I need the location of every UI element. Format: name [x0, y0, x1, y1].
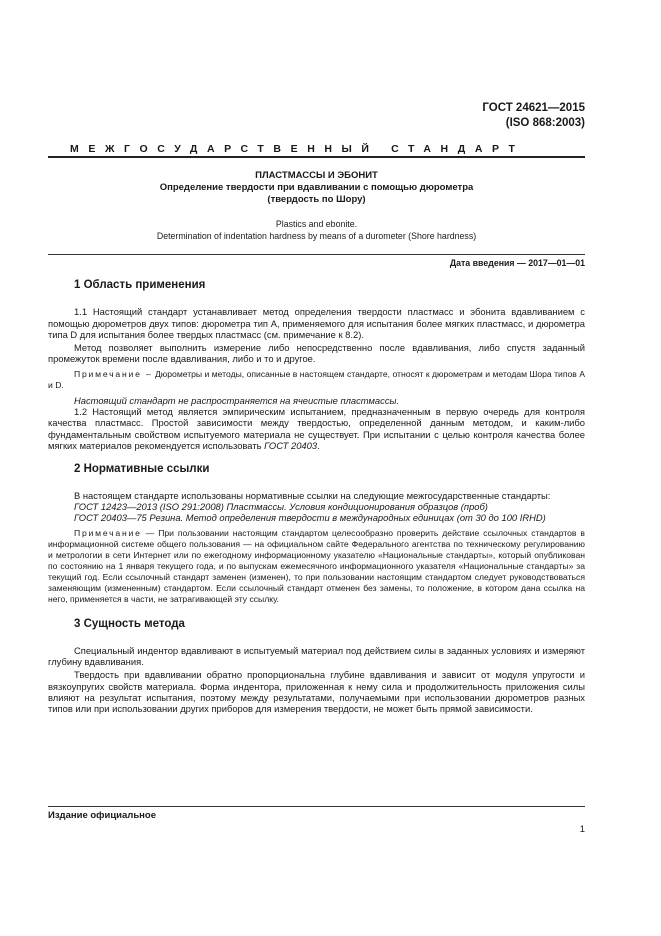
title-english-1: Plastics and ebonite.: [275, 219, 358, 229]
standard-designation: [482, 101, 585, 131]
footer-rule: [48, 806, 585, 807]
normative-reference-1: ГОСТ 12423—2013 (ISO 291:2008) Пластмассы. Условия кондиционирования образцов (проб): [74, 500, 488, 512]
section-1-note: [48, 369, 585, 391]
normative-reference-2: ГОСТ 20403—75 Резина. Метод определения твердости в международных единицах (от 30 до 100 IRHD): [74, 512, 546, 524]
section-1-scope-exclusion: Настоящий стандарт не распространяется на ячеистые пластмассы.: [74, 394, 400, 406]
paragraph-3-text: 1.2 Настоящий метод является эмпирическим испытанием, предназначенным в первую очередь для контроля качества пластмасс. Простой зависимости между твердостью, определенной данным методом, и каким-либо фундаментальным свойством испытуемого материала не существует. При испытании с целью контроля качества более мягких материалов рекомендуется использовать: [48, 406, 585, 451]
section-2-note: [48, 528, 585, 605]
paragraph-3-end: .: [317, 439, 320, 451]
gost-code: ГОСТ 24621—2015: [482, 102, 585, 114]
section-2-paragraph-1: В настоящем стандарте использованы нормативные ссылки на следующие межгосударственные стандарты:: [74, 489, 551, 501]
section-1-paragraph-2: Метод позволяет выполнить измерение либо непосредственно после вдавливания, либо спустя заданный промежуток времени после вдавливания, либо и то и другое.: [48, 342, 585, 365]
note-text: — При пользовании настоящим стандартом целесообразно проверить действие ссылочных стандартов в информационной системе общего пользования — на официальном сайте Федерального агентства по техническому регулированию и метрологии в сети Интернет или по ежегодному информационному указателю «Национальные стандарты», который опубликован по состоянию на 1 января текущего года, и по выпускам ежемесячного информационного указателя «Национальные стандарты» за текущий год. Если ссылочный стандарт заменен (изменен), то при пользовании настоящим стандартом следует руководствоваться заменяющим (измененным) стандартом. Если ссылочный стандарт отменен без замены, то положение, в котором дана ссылка на него, применяется в части, не затрагивающей эту ссылку.: [48, 528, 585, 605]
section-1-heading: 1 Область применения: [74, 279, 206, 291]
official-edition-label: Издание официальное: [48, 810, 156, 821]
section-3-heading: 3 Сущность метода: [74, 618, 185, 631]
note-label: Примечание: [74, 528, 142, 539]
title-english-2: Determination of indentation hardness by means of a durometer (Shore hardness): [156, 230, 477, 241]
iso-code: (ISO 868:2003): [505, 117, 585, 129]
note-label: Примечание –: [74, 368, 153, 379]
title-subtitle-1: Определение твердости при вдавливании с помощью дюрометра: [159, 182, 474, 193]
document-body: [48, 280, 585, 715]
title-subtitle-2: (твердость по Шору): [267, 194, 366, 205]
title-main: ПЛАСТМАССЫ И ЭБОНИТ: [255, 170, 378, 181]
introduction-date: Дата введения — 2017—01—01: [449, 258, 585, 268]
interstate-standard-banner: МЕЖГОСУДАРСТВЕННЫЙ СТАНДАРТ: [70, 143, 525, 155]
reference-gost-20403: ГОСТ 20403: [264, 439, 318, 451]
note-text: Дюрометры и методы, описанные в настоящем стандарте, относят к дюрометрам и методам Шора типов А и D.: [48, 368, 585, 390]
section-3-paragraph-2: Твердость при вдавливании обратно пропорциональна глубине вдавливания и зависит от модуля упругости и вязкоупругих свойств материала. Форма индентора, приложенная к нему сила и продолжительность приложения силы влияют на результат испытания, поэтому между результатами, получаемыми при использовании дюрометров разных типов или при использовании других приборов для измерения твердости, не может быть прямой зависимости.: [48, 669, 585, 715]
section-2-heading: 2 Нормативные ссылки: [74, 463, 210, 476]
page-number: 1: [579, 824, 585, 835]
section-1-paragraph-3: [48, 406, 585, 451]
header-rule: [48, 156, 585, 158]
date-rule: [48, 254, 585, 255]
title-block: [48, 170, 585, 242]
section-1-paragraph-1: 1.1 Настоящий стандарт устанавливает метод определения твердости пластмасс и эбонита вдавливанием с помощью дюрометров двух типов: дюрометра тип А, применяемого для испытания более мягких пластмасс, и дюрометра типа D для испытания более твердых пластмасс (см. примечание к 8.2).: [48, 306, 585, 340]
section-3-paragraph-1: Специальный индентор вдавливают в испытуемый материал под действием силы в заданных условиях и измеряют глубину вдавливания.: [48, 644, 585, 668]
